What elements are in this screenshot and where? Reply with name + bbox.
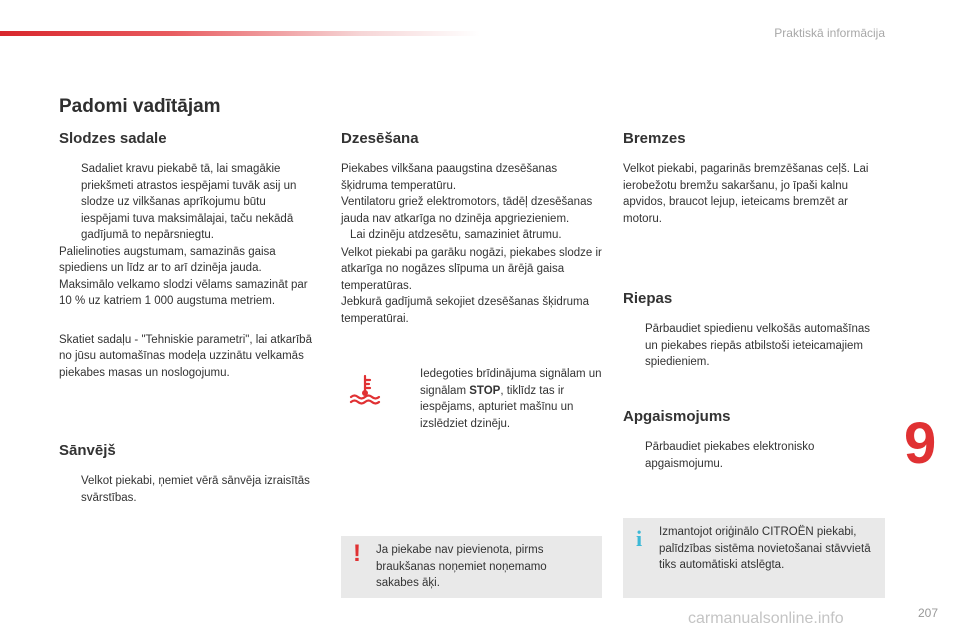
cooling-title: Dzesēšana <box>341 130 419 147</box>
page-number: 207 <box>917 606 938 620</box>
parking-info-box <box>623 518 885 598</box>
cooling-para-3: Velkot piekabi pa garāku nogāzi, piekabes slodze ir atkarīga no nogāzes slīpuma un ārējā gaisa temperatūras. <box>341 246 602 292</box>
warning-text-post: , tiklīdz tas ir iespējams, apturiet mašīnu un izslēdziet dzinēju. <box>420 384 574 430</box>
brakes-section <box>623 130 885 227</box>
coolant-warning-item <box>398 366 603 432</box>
cooling-para-2: Ventilatoru griež elektromotors, tādēļ dzesēšanas jauda nav atkarīga no dzinēja apgriezieniem. <box>341 196 593 225</box>
wind-title: Sānvējš <box>59 442 116 459</box>
towbar-note-text: Ja piekabe nav pievienota, pirms braukšanas noņemiet noņemamo sakabes āķi. <box>376 544 547 589</box>
page-title: Padomi vadītājam <box>59 96 221 117</box>
specs-paragraph: Skatiet sadaļu - "Tehniskie parametri", lai atkarībā no jūsu automašīnas modeļa uzzinātu velkamās piekabes masas un noslogojumu. <box>59 333 312 379</box>
brakes-paragraph: Velkot piekabi, pagarinās bremzēšanas ceļš. Lai ierobežotu bremžu sakaršanu, jo īpaši kalnu apvidos, braucot lejup, ieteicams bremzēt ar motoru. <box>623 163 869 225</box>
brakes-title: Bremzes <box>623 130 686 147</box>
coolant-warning-bullet <box>398 366 603 432</box>
section-header-title: Praktiskā informācija <box>774 26 885 40</box>
wind-bullet-text: Velkot piekabi, ņemiet vērā sānvēja izraisītās svārstības. <box>81 475 310 504</box>
lighting-bullet <box>623 439 885 472</box>
wind-bullet <box>59 473 317 506</box>
tyres-title: Riepas <box>623 290 673 307</box>
lighting-section <box>623 408 885 472</box>
tyres-bullet-text: Pārbaudiet spiedienu velkošās automašīnas un piekabes riepās atbilstoši ieteicamajiem spiedieniem. <box>645 323 871 368</box>
cooling-section <box>341 130 603 327</box>
wind-section <box>59 442 317 506</box>
watermark: carmanualsonline.info <box>688 610 844 627</box>
tyres-section <box>623 290 885 371</box>
exclamation-icon: ! <box>353 540 361 567</box>
warning-text-pre: Iedegoties brīdinājuma signālam un signālam <box>420 368 602 397</box>
altitude-paragraph: Palielinoties augstumam, samazinās gaisa spiediens un līdz ar to arī dzinēja jauda. Maksimālo velkamo slodzi vēlams samazināt par 10 % uz katriem 1 000 augstuma metriem. <box>59 245 308 307</box>
load-bullet <box>59 161 317 244</box>
header-accent-bar <box>0 31 480 36</box>
cooling-para-1: Piekabes vilkšana paaugstina dzesēšanas šķidruma temperatūru. <box>341 163 558 192</box>
tyres-bullet <box>623 321 885 371</box>
lighting-title: Apgaismojums <box>623 408 731 425</box>
towbar-note-box <box>341 536 602 598</box>
cooling-bullet <box>341 227 603 245</box>
parking-info-text: Izmantojot oriģinālo CITROËN piekabi, palīdzības sistēma novietošanai stāvvietā tiks automātiski atslēgta. <box>659 526 871 571</box>
cooling-bullet-text: Lai dzinēju atdzesētu, samaziniet ātrumu. <box>350 229 562 241</box>
lighting-bullet-text: Pārbaudiet piekabes elektronisko apgaismojumu. <box>645 441 815 470</box>
load-bullet-text: Sadaliet kravu piekabē tā, lai smagākie priekšmeti atrastos iespējami tuvāk asij un slodze uz vilkšanas aprīkojumu būtu iespējami tuva maksimālajai, taču nekādā gadījumā to nepārsniegtu. <box>81 163 297 241</box>
info-icon: i <box>636 526 643 551</box>
cooling-para-4: Jebkurā gadījumā sekojiet dzesēšanas šķidruma temperatūrai. <box>341 296 590 325</box>
load-section <box>59 130 317 381</box>
coolant-temperature-warning-icon <box>348 372 382 406</box>
chapter-number: 9 <box>904 411 937 476</box>
load-title: Slodzes sadale <box>59 130 167 147</box>
warning-stop-label: STOP <box>469 384 501 397</box>
